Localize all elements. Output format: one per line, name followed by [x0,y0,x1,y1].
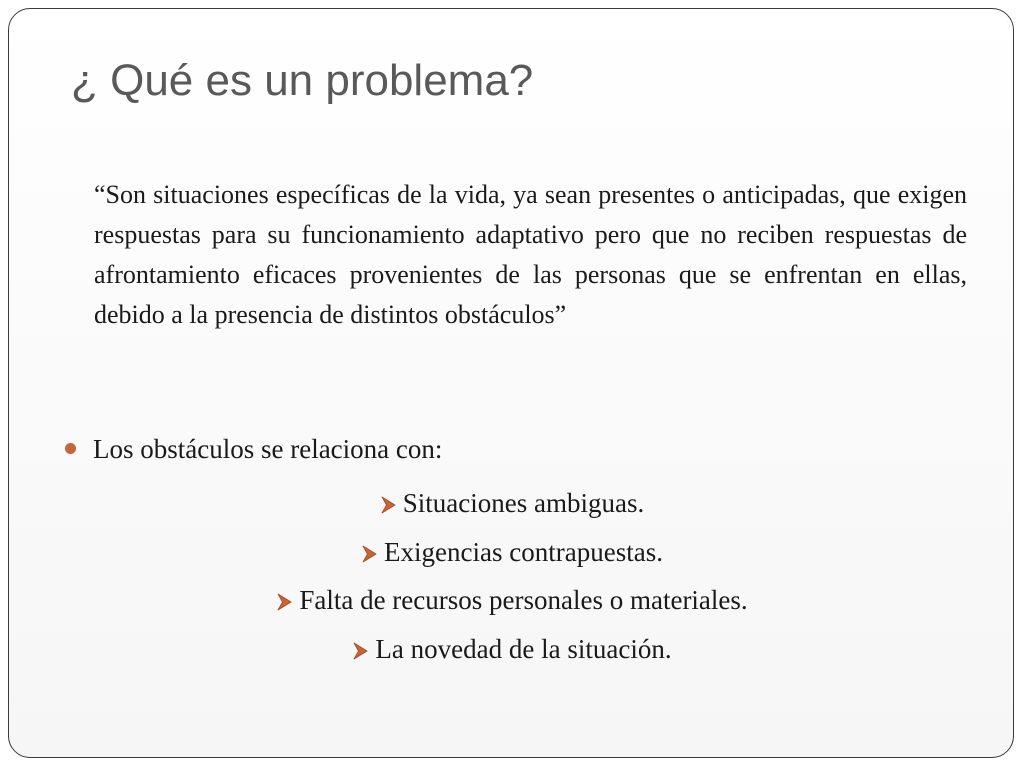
arrow-right-icon [276,593,292,611]
sub-bullet-text: La novedad de la situación. [375,633,672,664]
sub-bullet-text: Falta de recursos personales o materiales. [299,585,748,615]
slide [8,8,1014,758]
sub-bullet-text: Situaciones ambiguas. [402,488,645,518]
definition-quote: “Son situaciones específicas de la vida, ya sean presentes o anticipadas, que exigen respuestas para su funcionamiento adaptativo pero que no reciben respuestas de afrontamiento eficaces provenientes de las personas que se enfrentan en ellas, debido a la presencia de distintos obstáculos” [94,180,967,329]
arrow-right-icon [352,642,368,660]
sub-bullet-text: Exigencias contrapuestas. [384,536,663,567]
sub-bullet-list [9,479,1014,673]
sub-bullet-item [9,479,1014,528]
sub-bullet-item [9,528,1014,577]
arrow-right-icon [380,496,396,514]
bullet-dot-icon [65,443,76,454]
bullet-item [65,429,442,469]
sub-bullet-item [9,625,1014,674]
sub-bullet-item [9,576,1014,625]
arrow-right-icon [361,545,377,563]
slide-title: ¿ Qué es un problema? [71,56,534,105]
bullet-text: Los obstáculos se relaciona con: [93,434,443,464]
